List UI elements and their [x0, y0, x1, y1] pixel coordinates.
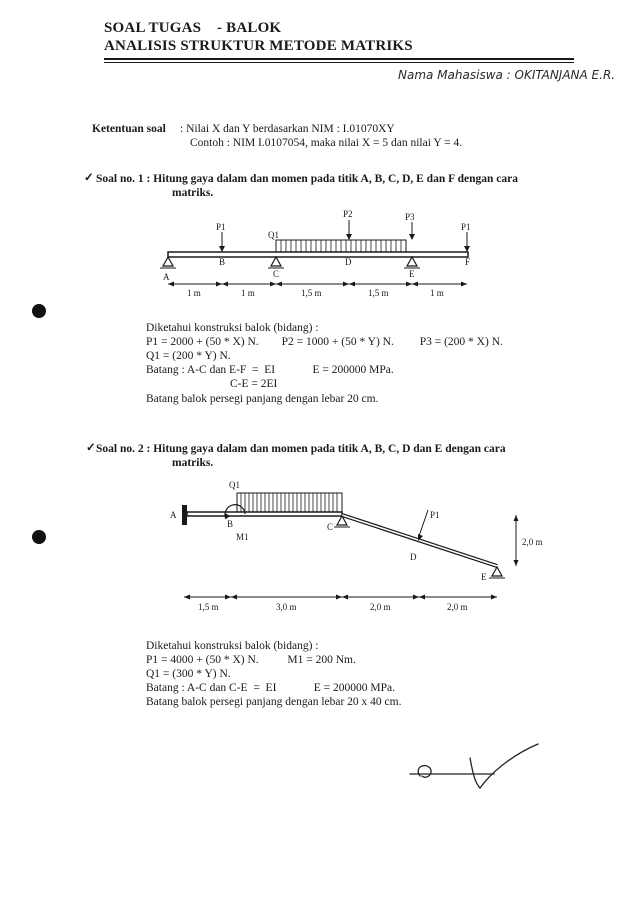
soal2-title-2: matriks.: [172, 457, 214, 469]
s1-point-d: D: [345, 257, 352, 267]
ketentuan-line1: : Nilai X dan Y berdasarkan NIM : I.01070XY: [180, 123, 395, 135]
soal1-check: ✓: [84, 172, 94, 184]
s2-point-b: B: [227, 519, 234, 529]
s2-load-m1: M1: [236, 532, 249, 542]
s2-known-2: Q1 = (300 * Y) N.: [146, 668, 231, 680]
ketentuan-line2: Contoh : NIM I.0107054, maka nilai X = 5 dan nilai Y = 4.: [190, 137, 463, 149]
s2-point-a: A: [170, 510, 177, 520]
s2-known-1: P1 = 4000 + (50 * X) N. M1 = 200 Nm.: [146, 654, 356, 666]
s2-dim-4: 2,0 m: [447, 602, 468, 612]
signature: [400, 738, 540, 798]
s2-load-p1: P1: [430, 510, 440, 520]
soal1-title-2: matriks.: [172, 187, 214, 199]
page-title-2: ANALISIS STRUKTUR METODE MATRIKS: [104, 38, 413, 54]
s2-load-q1: Q1: [229, 480, 240, 490]
soal2-title: Soal no. 2 : Hitung gaya dalam dan momen pada titik A, B, C, D dan E dengan cara: [96, 443, 506, 455]
s2-dim-1: 1,5 m: [198, 602, 219, 612]
soal2-check: ✓: [86, 442, 96, 454]
s2-dim-3: 2,0 m: [370, 602, 391, 612]
page-title-1: SOAL TUGAS - BALOK: [104, 20, 282, 36]
s2-dim-2: 3,0 m: [276, 602, 297, 612]
s2-point-c: C: [327, 522, 334, 532]
s1-known-2: Q1 = (200 * Y) N.: [146, 350, 231, 362]
s1-point-a: A: [163, 272, 170, 282]
s2-point-e: E: [481, 572, 487, 582]
s1-known-4: C-E = 2EI: [230, 378, 278, 390]
s1-load-p3: P3: [405, 212, 415, 222]
s1-dim-5: 1 m: [430, 288, 444, 298]
s1-dim-2: 1 m: [241, 288, 255, 298]
s1-point-f: F: [465, 257, 471, 267]
handwritten-name: Nama Mahasiswa : OKITANJANA E.R.: [398, 68, 616, 82]
s1-known-3: Batang : A-C dan E-F = EI E = 200000 MPa.: [146, 364, 394, 376]
s2-known-3: Batang : A-C dan C-E = EI E = 200000 MPa.: [146, 682, 396, 694]
s1-known-1: P1 = 2000 + (50 * X) N. P2 = 1000 + (50 * Y) N. P3 = (200 * X) N.: [146, 336, 503, 348]
s2-dim-height: 2,0 m: [522, 537, 543, 547]
s1-load-p1b: P1: [461, 222, 471, 232]
s1-load-p2: P2: [343, 209, 353, 219]
s1-point-b: B: [219, 257, 226, 267]
s2-known-4: Batang balok persegi panjang dengan lebar 20 x 40 cm.: [146, 696, 402, 708]
s1-load-p1a: P1: [216, 222, 226, 232]
s2-point-d: D: [410, 552, 417, 562]
s1-dim-1: 1 m: [187, 288, 201, 298]
s1-known-5: Batang balok persegi panjang dengan lebar 20 cm.: [146, 393, 379, 405]
ketentuan-label: Ketentuan soal: [92, 123, 166, 135]
s1-point-c: C: [273, 269, 280, 279]
s1-dim-3: 1,5 m: [301, 288, 322, 298]
s1-dim-4: 1,5 m: [368, 288, 389, 298]
soal1-title: Soal no. 1 : Hitung gaya dalam dan momen pada titik A, B, C, D, E dan F dengan cara: [96, 173, 518, 185]
s2-known-0: Diketahui konstruksi balok (bidang) :: [146, 640, 319, 652]
s1-point-e: E: [409, 269, 415, 279]
s1-known-0: Diketahui konstruksi balok (bidang) :: [146, 322, 319, 334]
s1-load-q1: Q1: [268, 230, 279, 240]
